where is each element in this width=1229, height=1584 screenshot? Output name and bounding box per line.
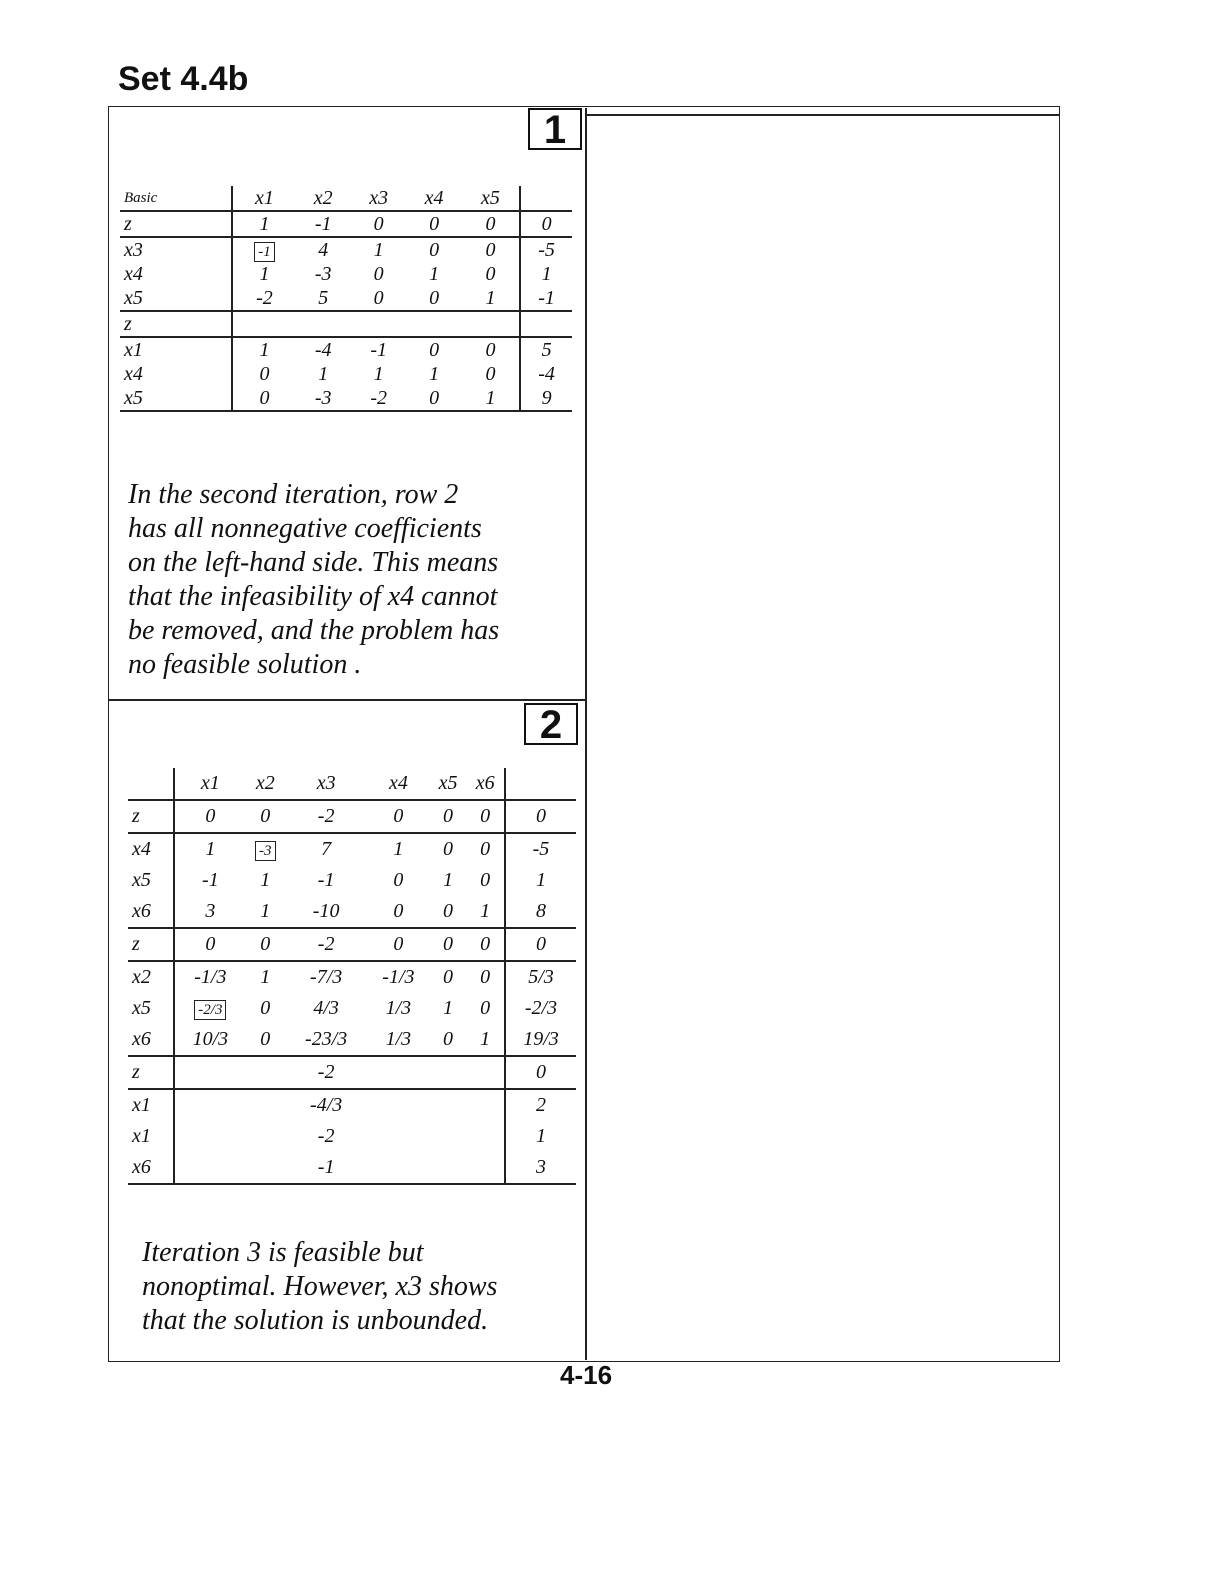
- table-cell: -3: [314, 386, 332, 409]
- table-cell: -1/3: [174, 961, 245, 993]
- table-cell: 0: [260, 1028, 271, 1050]
- note-line: that the infeasibility of x4 cannot: [128, 581, 498, 612]
- table-cell: 3: [505, 1152, 576, 1184]
- table-cell: 1: [232, 262, 295, 286]
- table-cell: -4: [520, 362, 572, 386]
- table-cell: [245, 1121, 285, 1152]
- problem-1-note: [128, 478, 578, 682]
- table-cell: [174, 1056, 245, 1089]
- table-cell: 4/3: [313, 997, 339, 1019]
- table-row: [128, 833, 576, 865]
- row-label: x6: [132, 1156, 151, 1178]
- table-cell: -2: [317, 1061, 335, 1083]
- table-cell: -7/3: [310, 966, 343, 988]
- table-cell: 0: [485, 238, 496, 261]
- table-cell: 1: [485, 386, 496, 409]
- table-row: [128, 928, 576, 961]
- row-label: x4: [124, 362, 143, 385]
- row-label: x5: [132, 869, 151, 891]
- table-cell: 0: [429, 238, 440, 261]
- header-cell: [520, 186, 572, 211]
- note-line: no feasible solution .: [128, 649, 362, 680]
- row-label: z: [124, 212, 132, 235]
- row-label: x5: [132, 997, 151, 1019]
- table-cell: [462, 311, 520, 337]
- note-line: has all nonnegative coefficients: [128, 513, 482, 544]
- table-cell: 0: [174, 800, 245, 833]
- table-cell: -1: [370, 338, 387, 361]
- table-cell: 0: [480, 869, 491, 891]
- table-row: [120, 362, 572, 386]
- row-label: x4: [132, 838, 151, 860]
- table-cell: 0: [232, 362, 295, 386]
- table-cell: 1: [485, 286, 496, 309]
- note-line: that the solution is unbounded.: [142, 1305, 489, 1336]
- table-cell: [367, 1056, 430, 1089]
- table-cell: 0: [505, 1056, 576, 1089]
- table-row: [128, 1121, 576, 1152]
- row-label: x1: [124, 338, 143, 361]
- table-cell: -23/3: [305, 1028, 348, 1050]
- table-row: [120, 286, 572, 311]
- problem-1-tableau: [120, 186, 572, 412]
- table-cell: 0: [443, 933, 453, 955]
- header-basic: Basic: [124, 189, 158, 206]
- table-cell: 0: [480, 966, 491, 988]
- table-cell: -2: [317, 805, 335, 827]
- column-divider: [585, 108, 587, 1360]
- table-cell: 1: [373, 238, 384, 261]
- table-cell: -2: [317, 933, 335, 955]
- table-cell: 0: [505, 928, 576, 961]
- row-label: z: [132, 933, 140, 955]
- row-label: z: [132, 805, 140, 827]
- table-cell: 2: [505, 1089, 576, 1121]
- page-number: 4-16: [560, 1360, 613, 1390]
- table-cell: -1: [174, 865, 245, 896]
- table-cell: 1/3: [385, 997, 412, 1019]
- table-cell: -3: [314, 262, 332, 285]
- table-cell: [367, 1089, 430, 1121]
- table-cell: 0: [393, 869, 404, 891]
- table-cell: 0: [393, 933, 404, 955]
- table-cell: 1: [520, 262, 572, 286]
- header-cell: x4: [424, 186, 444, 209]
- note-line: nonoptimal. However, x3 shows: [142, 1271, 498, 1302]
- header-cell: x4: [388, 772, 408, 794]
- table-cell: 0: [373, 286, 384, 309]
- table-cell: 0: [505, 800, 576, 833]
- table-cell: [520, 311, 572, 337]
- note-line: be removed, and the problem has: [128, 615, 500, 646]
- table-cell: [430, 1121, 467, 1152]
- table-cell: 0: [480, 805, 491, 827]
- problem-2-note: [142, 1236, 582, 1338]
- header-cell: x6: [475, 772, 495, 794]
- table-cell: 1: [393, 838, 404, 860]
- table-cell: 1: [174, 833, 245, 865]
- header-cell: x1: [232, 186, 295, 211]
- table-cell: [430, 1089, 467, 1121]
- table-cell: [430, 1152, 467, 1184]
- problem-1-badge: 1: [528, 108, 582, 150]
- note-line: Iteration 3 is feasible but: [142, 1237, 424, 1268]
- table-cell: -1: [317, 1156, 335, 1178]
- table-cell: 0: [260, 933, 271, 955]
- table-cell: 0: [443, 900, 453, 922]
- table-cell: 5: [318, 286, 329, 309]
- table-cell: 0: [260, 805, 271, 827]
- table-cell: 1: [260, 966, 271, 988]
- problem-divider: [108, 699, 586, 701]
- table-cell: 0: [485, 338, 496, 361]
- table-cell: 1: [443, 869, 453, 891]
- table-cell: 1: [505, 1121, 576, 1152]
- table-cell: 0: [232, 386, 295, 411]
- table-cell: [245, 1056, 285, 1089]
- note-line: In the second iteration, row 2: [128, 479, 459, 510]
- table-row: [128, 961, 576, 993]
- table-row: [128, 1089, 576, 1121]
- table-cell: [406, 311, 461, 337]
- table-cell: -2: [317, 1125, 335, 1147]
- table-cell: 1: [429, 362, 440, 385]
- row-label: x5: [124, 386, 143, 409]
- header-cell: x5: [438, 772, 458, 794]
- table-cell: 1: [373, 362, 384, 385]
- table-cell: 0: [480, 838, 491, 860]
- table-cell: -2: [232, 286, 295, 311]
- table-row: [128, 800, 576, 833]
- table-cell: 0: [520, 211, 572, 237]
- table-cell: [296, 311, 351, 337]
- table-cell: 5: [520, 337, 572, 362]
- header-cell: x3: [369, 186, 389, 209]
- table-cell: [232, 311, 295, 337]
- table-cell: [174, 1089, 245, 1121]
- row-label: x3: [124, 238, 143, 261]
- table-cell: 0: [429, 338, 440, 361]
- table-cell: 0: [393, 900, 404, 922]
- header-cell: x2: [313, 186, 333, 209]
- table-cell: 0: [443, 1028, 453, 1050]
- pivot-cell: [174, 993, 245, 1024]
- right-frame-top-line: [585, 114, 1059, 116]
- row-label: x6: [132, 900, 151, 922]
- row-label: x1: [132, 1125, 151, 1147]
- row-label: z: [124, 312, 132, 335]
- table-cell: 0: [443, 805, 453, 827]
- table-cell: 1: [505, 865, 576, 896]
- row-label: x5: [124, 286, 143, 309]
- table-cell: 9: [520, 386, 572, 411]
- row-label: x4: [124, 262, 143, 285]
- table-cell: [466, 1089, 505, 1121]
- table-cell: 0: [480, 933, 491, 955]
- table-row: [120, 262, 572, 286]
- table-cell: -2: [370, 386, 387, 409]
- table-row: [120, 337, 572, 362]
- table-cell: 0: [174, 928, 245, 961]
- table-cell: 0: [429, 286, 440, 309]
- tableau-header-row: [120, 186, 572, 211]
- table-cell: -5: [520, 237, 572, 262]
- table-cell: -1: [520, 286, 572, 311]
- table-cell: -2/3: [505, 993, 576, 1024]
- table-cell: 3: [174, 896, 245, 928]
- page-title: Set 4.4b: [118, 60, 249, 98]
- table-cell: 1: [260, 869, 271, 891]
- table-cell: [245, 1152, 285, 1184]
- table-cell: 0: [260, 997, 271, 1019]
- table-cell: 1/3: [385, 1028, 412, 1050]
- table-cell: [466, 1056, 505, 1089]
- row-label: z: [132, 1061, 140, 1083]
- table-row: [128, 865, 576, 896]
- table-cell: [430, 1056, 467, 1089]
- table-cell: 0: [429, 386, 440, 409]
- header-cell: x1: [174, 768, 245, 800]
- pivot-element: -2/3: [194, 1000, 226, 1020]
- table-cell: 0: [429, 212, 440, 235]
- tableau-header-row: [128, 768, 576, 800]
- table-row: [120, 211, 572, 237]
- problem-2-tableau: [128, 768, 576, 1185]
- table-cell: 1: [232, 211, 295, 237]
- table-cell: 1: [260, 900, 271, 922]
- table-cell: -5: [505, 833, 576, 865]
- table-cell: 0: [373, 212, 384, 235]
- table-cell: 19/3: [505, 1024, 576, 1056]
- table-row: [128, 1056, 576, 1089]
- problem-2-badge: 2: [524, 703, 578, 745]
- header-cell: x3: [316, 772, 336, 794]
- table-cell: [466, 1121, 505, 1152]
- table-cell: 0: [480, 997, 491, 1019]
- table-cell: [367, 1152, 430, 1184]
- pivot-element: -1: [254, 242, 275, 262]
- table-row: [128, 1024, 576, 1056]
- table-cell: 0: [485, 362, 496, 385]
- table-cell: [367, 1121, 430, 1152]
- note-line: on the left-hand side. This means: [128, 547, 499, 578]
- header-cell: x2: [255, 772, 275, 794]
- pivot-element: -3: [255, 841, 276, 861]
- header-cell: x5: [481, 186, 500, 209]
- table-cell: 7: [321, 838, 332, 860]
- table-cell: -10: [312, 900, 340, 922]
- header-cell: [505, 768, 576, 800]
- table-cell: 1: [429, 262, 440, 285]
- table-cell: 0: [443, 838, 453, 860]
- table-cell: 0: [393, 805, 404, 827]
- table-row: [120, 237, 572, 262]
- table-cell: 1: [443, 997, 453, 1019]
- row-label: x1: [132, 1094, 151, 1116]
- table-cell: 5/3: [505, 961, 576, 993]
- table-cell: [245, 1089, 285, 1121]
- table-row: [128, 993, 576, 1024]
- header-basic: [128, 768, 174, 800]
- table-cell: 4: [318, 238, 329, 261]
- table-cell: 1: [318, 362, 329, 385]
- table-cell: 1: [480, 900, 491, 922]
- table-cell: -1: [314, 212, 332, 235]
- table-cell: 0: [485, 262, 496, 285]
- table-cell: -4/3: [310, 1094, 343, 1116]
- table-cell: 8: [505, 896, 576, 928]
- table-cell: -1: [317, 869, 335, 891]
- table-cell: 1: [232, 337, 295, 362]
- table-row: [128, 1152, 576, 1184]
- table-cell: [351, 311, 406, 337]
- table-cell: 10/3: [174, 1024, 245, 1056]
- table-cell: 0: [373, 262, 384, 285]
- table-row: [120, 311, 572, 337]
- table-cell: -4: [314, 338, 332, 361]
- row-label: x2: [132, 966, 151, 988]
- pivot-cell: [245, 833, 285, 865]
- table-row: [120, 386, 572, 411]
- table-cell: -1/3: [382, 966, 415, 988]
- table-cell: [174, 1121, 245, 1152]
- table-row: [128, 896, 576, 928]
- row-label: x6: [132, 1028, 151, 1050]
- table-cell: [174, 1152, 245, 1184]
- table-cell: 0: [443, 966, 453, 988]
- table-cell: 1: [480, 1028, 491, 1050]
- pivot-cell: [232, 237, 295, 262]
- table-cell: 0: [485, 212, 496, 235]
- table-cell: [466, 1152, 505, 1184]
